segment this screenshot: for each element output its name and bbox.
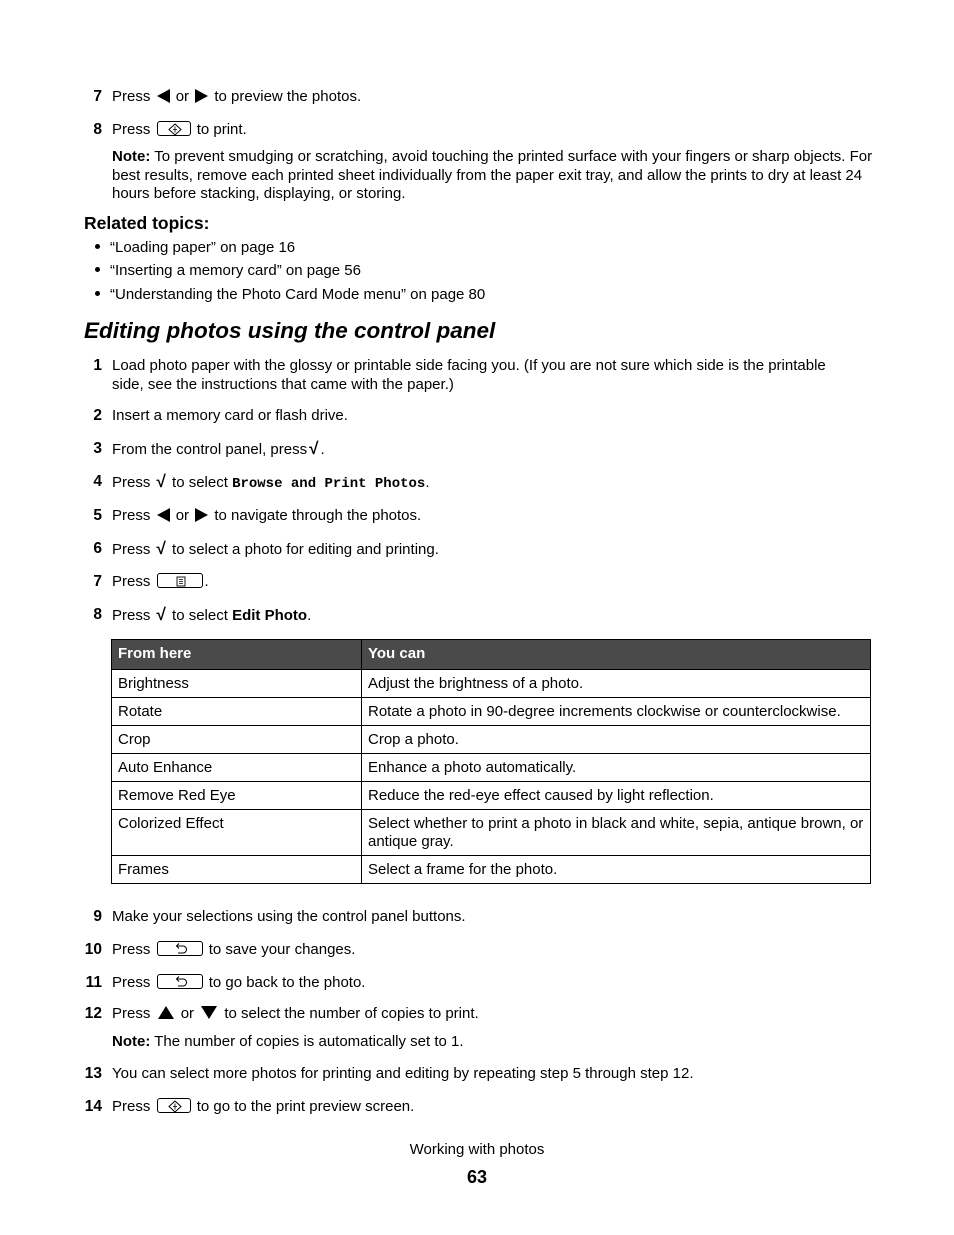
start-button-icon bbox=[157, 1098, 191, 1113]
step-word: Press bbox=[112, 121, 151, 138]
step-word: or bbox=[175, 88, 190, 105]
step-line: side, see the instructions that came with the paper.) bbox=[112, 375, 454, 393]
step-word: Press bbox=[112, 974, 151, 991]
step-number: 5 bbox=[93, 507, 102, 524]
table-cell: Auto Enhance bbox=[112, 754, 362, 782]
step-word: to save your changes. bbox=[208, 941, 356, 958]
step-number: 11 bbox=[85, 974, 102, 991]
table-cell: Rotate bbox=[112, 698, 362, 726]
step-word: to go back to the photo. bbox=[208, 974, 366, 991]
step-word: to navigate through the photos. bbox=[214, 507, 422, 524]
table-cell: Select whether to print a photo in black and white, sepia, antique brown, or antique gray. bbox=[362, 810, 871, 856]
menu-button-icon bbox=[157, 573, 203, 588]
step-word: Press bbox=[112, 541, 151, 558]
step-word: Press bbox=[112, 573, 151, 590]
step-number: 7 bbox=[93, 88, 102, 105]
step-word: Press bbox=[112, 1005, 151, 1022]
related-topic-link[interactable] bbox=[95, 262, 361, 279]
table-row bbox=[112, 698, 871, 726]
table-cell: Crop a photo. bbox=[362, 726, 871, 754]
step-word: Press bbox=[112, 1098, 151, 1115]
step-text bbox=[112, 440, 325, 460]
bullet-icon bbox=[95, 244, 100, 249]
right-arrow-icon bbox=[195, 89, 208, 103]
footer-section-name: Working with photos bbox=[409, 1141, 545, 1158]
step-word: . bbox=[307, 607, 312, 624]
step-text bbox=[112, 357, 826, 394]
step-word: to select bbox=[172, 474, 228, 491]
start-button-icon bbox=[157, 121, 191, 136]
bullet-icon bbox=[95, 291, 100, 296]
table-header-row bbox=[112, 640, 871, 670]
step-word: . bbox=[204, 573, 209, 590]
table-cell: Colorized Effect bbox=[112, 810, 362, 856]
step-word: to print. bbox=[196, 121, 247, 138]
check-icon: √ bbox=[156, 539, 166, 558]
table-header: You can bbox=[362, 640, 871, 670]
table-header: From here bbox=[112, 640, 362, 670]
check-icon: √ bbox=[309, 439, 319, 458]
step-number: 1 bbox=[93, 357, 102, 374]
step-word: Press bbox=[112, 607, 151, 624]
step-word: Press bbox=[112, 941, 151, 958]
table-row bbox=[112, 670, 871, 698]
step-number: 7 bbox=[93, 573, 102, 590]
table-cell: Frames bbox=[112, 856, 362, 884]
step-number: 3 bbox=[93, 440, 102, 457]
edit-options-table bbox=[111, 639, 871, 884]
table-cell: Rotate a photo in 90-degree increments clockwise or counterclockwise. bbox=[362, 698, 871, 726]
menu-option: Browse and Print Photos bbox=[232, 476, 426, 492]
section-title: Editing photos using the control panel bbox=[84, 318, 496, 343]
related-topic-link[interactable] bbox=[95, 286, 485, 303]
step-word: to go to the print preview screen. bbox=[196, 1098, 415, 1115]
table-row bbox=[112, 856, 871, 884]
related-topic-link[interactable] bbox=[95, 239, 295, 256]
step-word: From the control panel, press bbox=[112, 441, 308, 458]
step-text bbox=[112, 606, 311, 626]
back-button-icon bbox=[157, 941, 203, 956]
step-text: You can select more photos for printing and editing by repeating step 5 through step 12. bbox=[112, 1065, 694, 1082]
step-word: to select bbox=[172, 607, 228, 624]
up-arrow-icon bbox=[158, 1006, 174, 1019]
table-cell: Enhance a photo automatically. bbox=[362, 754, 871, 782]
left-arrow-icon bbox=[157, 508, 170, 522]
table-cell: Reduce the red-eye effect caused by light reflection. bbox=[362, 782, 871, 810]
menu-option: Edit Photo bbox=[232, 607, 308, 624]
related-topics-heading: Related topics: bbox=[84, 213, 210, 233]
step-text: Make your selections using the control panel buttons. bbox=[112, 908, 466, 925]
related-topic-text: “Loading paper” on page 16 bbox=[110, 239, 296, 256]
note bbox=[112, 148, 877, 204]
step-word: or bbox=[175, 507, 190, 524]
related-topic-text: “Understanding the Photo Card Mode menu” on page 80 bbox=[110, 286, 486, 303]
step-number: 14 bbox=[84, 1098, 102, 1115]
step-text bbox=[112, 1005, 479, 1024]
page-number: 63 bbox=[466, 1167, 488, 1187]
table-cell: Crop bbox=[112, 726, 362, 754]
table-cell: Select a frame for the photo. bbox=[362, 856, 871, 884]
step-number: 10 bbox=[84, 941, 102, 958]
table-cell: Remove Red Eye bbox=[112, 782, 362, 810]
step-number: 6 bbox=[93, 540, 102, 557]
step-word: to preview the photos. bbox=[214, 88, 362, 105]
step-number: 9 bbox=[93, 908, 102, 925]
step-number: 2 bbox=[93, 407, 102, 424]
step-number: 8 bbox=[93, 121, 102, 138]
bullet-icon bbox=[95, 267, 100, 272]
note bbox=[112, 1033, 877, 1052]
step-text bbox=[112, 121, 247, 140]
note-label: Note: bbox=[112, 1033, 151, 1050]
step-number: 13 bbox=[84, 1065, 102, 1082]
note-text: To prevent smudging or scratching, avoid touching the printed surface with your fingers or sharp objects. For best results, remove each printed sheet individually from the paper exit tray, and allow the prints to dry at least 24 hours before stacking, displaying, or storing. bbox=[112, 148, 873, 202]
step-word: . bbox=[320, 441, 325, 458]
step-text bbox=[112, 540, 439, 560]
step-text bbox=[112, 88, 361, 107]
right-arrow-icon bbox=[195, 508, 208, 522]
left-arrow-icon bbox=[157, 89, 170, 103]
step-text: Insert a memory card or flash drive. bbox=[112, 407, 348, 424]
step-text bbox=[112, 473, 429, 494]
step-number: 4 bbox=[93, 473, 102, 490]
step-word: . bbox=[425, 474, 430, 491]
check-icon: √ bbox=[156, 472, 166, 491]
step-text bbox=[112, 573, 209, 592]
step-text bbox=[112, 974, 365, 993]
step-text bbox=[112, 507, 421, 526]
down-arrow-icon bbox=[201, 1006, 217, 1019]
step-word: to select the number of copies to print. bbox=[224, 1005, 479, 1022]
table-row bbox=[112, 810, 871, 856]
step-word: Press bbox=[112, 474, 151, 491]
step-text bbox=[112, 1098, 414, 1117]
step-word: Press bbox=[112, 507, 151, 524]
related-topic-text: “Inserting a memory card” on page 56 bbox=[110, 262, 361, 279]
table-row bbox=[112, 782, 871, 810]
note-text: The number of copies is automatically set to 1. bbox=[150, 1033, 464, 1050]
back-button-icon bbox=[157, 974, 203, 989]
step-text bbox=[112, 941, 355, 960]
step-number: 8 bbox=[93, 606, 102, 623]
table-cell: Brightness bbox=[112, 670, 362, 698]
table-cell: Adjust the brightness of a photo. bbox=[362, 670, 871, 698]
check-icon: √ bbox=[156, 605, 166, 624]
table-row bbox=[112, 726, 871, 754]
step-line: Load photo paper with the glossy or printable side facing you. (If you are not sure which side is the printable bbox=[112, 357, 826, 374]
step-word: or bbox=[180, 1005, 195, 1022]
note-label: Note: bbox=[112, 148, 151, 165]
step-word: to select a photo for editing and printing. bbox=[172, 541, 439, 558]
step-word: Press bbox=[112, 88, 151, 105]
step-number: 12 bbox=[84, 1005, 102, 1022]
table-row bbox=[112, 754, 871, 782]
